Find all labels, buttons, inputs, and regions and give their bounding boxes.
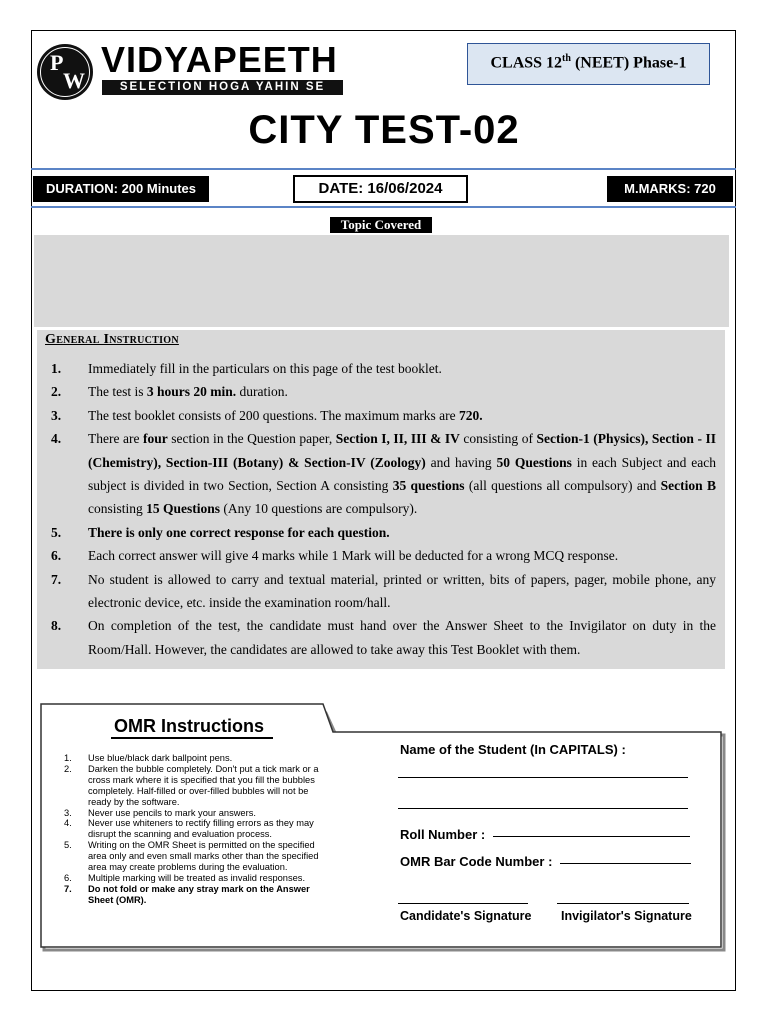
invigilator-signature-line [557,903,689,904]
omr-instruction-list [60,753,332,906]
brand-tagline: SELECTION HOGA YAHIN SE [102,80,343,95]
omr-instruction-item [60,764,332,808]
student-name-line-1 [398,777,688,778]
general-instruction-heading: General Instruction [45,332,179,347]
roll-number-line [493,836,690,837]
omr-instruction-text: Darken the bubble completely. Don't put a tick mark or a cross mark where it is specified that you fill the bubbles completely. Half-filled or over-filled bubbles will not be ready by the software. [88,763,319,807]
topic-covered-label: Topic Covered [330,217,432,233]
omr-instruction-text: Use blue/black dark ballpoint pens. [88,753,233,763]
omr-instruction-number: 7. [64,883,72,894]
instruction-number: 5. [51,524,62,540]
instruction-number: 1. [51,361,62,376]
instruction-text: The test is 3 hours 20 min. duration. [88,384,288,400]
logo-letter-p: P [50,50,64,75]
bar-code-label: OMR Bar Code Number : [400,854,553,869]
instruction-text: No student is allowed to carry and textual material, printed or written, bits of papers, pager, mobile phone, any electronic device, etc. inside the examination room/hall. [88,571,716,611]
student-name-label: Name of the Student (In CAPITALS) : [400,742,626,757]
omr-instruction-number: 1. [64,753,72,763]
omr-instruction-item [60,808,332,819]
instruction-number: 2. [51,384,62,400]
omr-instruction-text: Never use pencils to mark your answers. [88,807,256,818]
date-box: DATE: 16/06/2024 [293,175,468,203]
omr-instruction-number: 2. [64,763,72,774]
instruction-number: 7. [51,571,62,587]
instruction-text: There are four section in the Question paper, Section I, II, III & IV consisting of Section-1 (Physics), Section - II (Chemistry), Section-III (Botany) & Section-IV (Zoology) and having 50 Questions in each Subject and each subject is divided in two Section, Section A consisting 35 questions (all questions all compulsory) and Section B consisting 15 Questions (Any 10 questions are compulsory). [88,431,716,517]
instruction-text: Immediately fill in the particulars on this page of the test booklet. [88,361,442,376]
instruction-text: Each correct answer will give 4 marks while 1 Mark will be deducted for a wrong MCQ response. [88,548,619,564]
max-marks-badge: M.MARKS: 720 [607,176,733,202]
omr-instruction-number: 5. [64,840,72,851]
duration-badge: DURATION: 200 Minutes [33,176,209,202]
omr-instruction-text: Do not fold or make any stray mark on the Answer Sheet (OMR). [88,883,310,905]
instruction-text: The test booklet consists of 200 questions. The maximum marks are 720. [88,407,483,423]
omr-instruction-number: 4. [64,818,72,829]
omr-instruction-number: 3. [64,807,72,818]
omr-instruction-item [60,884,332,906]
brand-name: VIDYAPEETH [101,39,338,80]
omr-instruction-item [60,818,332,840]
roll-number-label: Roll Number : [400,827,486,842]
omr-instruction-item [60,753,332,764]
instruction-number: 3. [51,407,62,423]
omr-instruction-number: 6. [64,872,72,883]
omr-instruction-item [60,840,332,873]
bar-code-line [560,863,691,864]
instruction-text: On completion of the test, the candidate must hand over the Answer Sheet to the Invigilator on duty in the Room/Hall. However, the candidates are allowed to take away this Test Booklet with them. [88,618,716,657]
instruction-text: There is only one correct response for each question. [88,524,390,540]
class-info-suffix: (NEET) Phase-1 [570,54,687,72]
invigilator-signature-label: Invigilator's Signature [561,909,692,923]
candidate-signature-line [398,903,528,904]
student-name-line-2 [398,808,688,809]
instruction-number: 6. [51,548,62,564]
omr-title-underline [111,737,273,739]
omr-title: OMR Instructions [114,716,265,736]
class-info-superscript: th [562,53,571,64]
candidate-signature-label: Candidate's Signature [400,909,532,923]
omr-instruction-item [60,873,332,884]
logo-letter-w: W [63,68,85,93]
instruction-number: 4. [51,431,62,447]
test-title: CITY TEST-02 [248,108,520,152]
omr-instruction-text: Multiple marking will be treated as invalid responses. [88,872,306,883]
omr-instruction-text: Writing on the OMR Sheet is permitted on the specified area only and even small marks other than the specified area may create problems during the evaluation. [88,840,319,873]
instruction-number: 8. [51,618,62,634]
class-info-prefix: CLASS 12 [490,54,563,72]
omr-instruction-text: Never use whiteners to rectify filling errors as they may disrupt the scanning and evaluation process. [88,818,314,840]
